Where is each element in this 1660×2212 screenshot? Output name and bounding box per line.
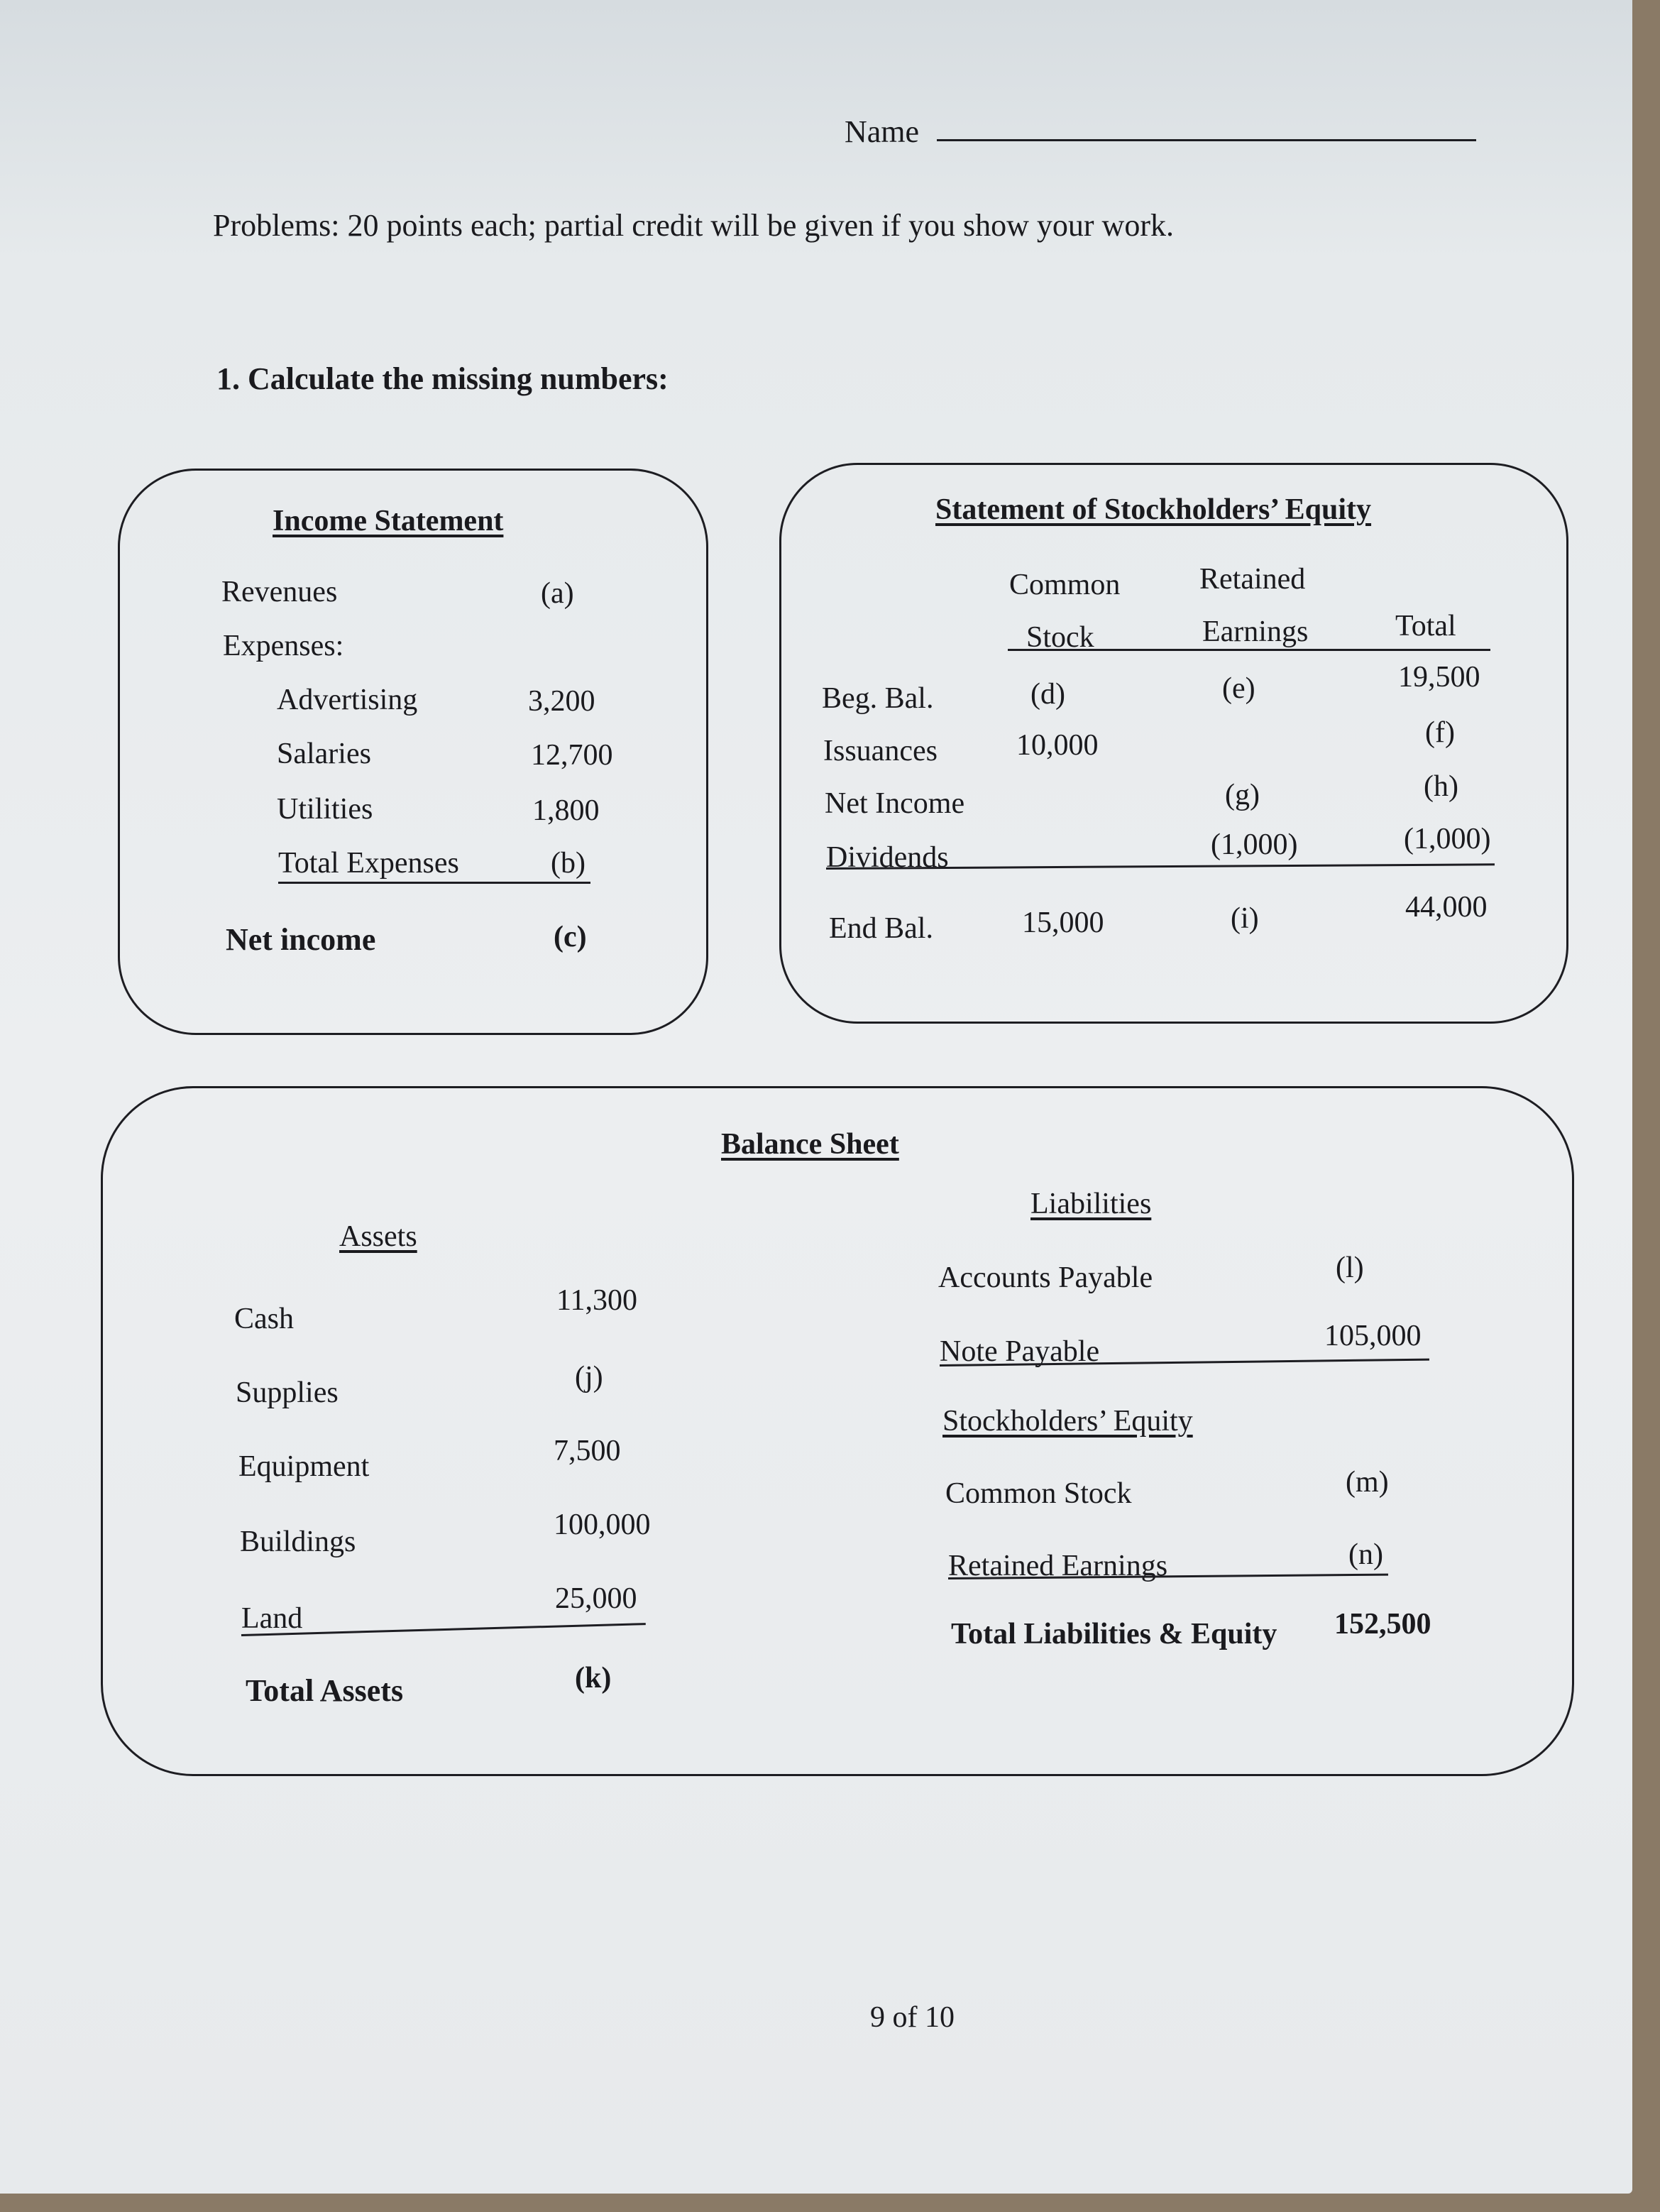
asset-label: Supplies	[236, 1376, 339, 1409]
common-value: (d)	[1030, 678, 1065, 711]
col-common-line1: Common	[1009, 569, 1121, 601]
page-number: 9 of 10	[870, 2001, 955, 2034]
expenses-label: Expenses:	[223, 630, 344, 662]
equity-value: (n)	[1348, 1538, 1383, 1571]
total-expenses-value: (b)	[551, 847, 586, 880]
row-label: Dividends	[826, 841, 949, 874]
equity-label: Common Stock	[945, 1477, 1132, 1510]
liability-value: 105,000	[1324, 1320, 1422, 1352]
name-line	[937, 139, 1476, 141]
asset-value: 25,000	[555, 1582, 637, 1615]
net-income-value: (c)	[554, 921, 587, 953]
revenues-label: Revenues	[221, 576, 338, 608]
asset-value: 7,500	[554, 1435, 621, 1467]
total-assets-value: (k)	[575, 1662, 612, 1694]
total-value: 19,500	[1398, 661, 1480, 694]
common-value: 15,000	[1022, 907, 1104, 939]
net-income-label: Net income	[226, 922, 376, 957]
total-value: 44,000	[1405, 891, 1488, 924]
asset-value: (j)	[575, 1361, 603, 1394]
equity-label: Retained Earnings	[948, 1550, 1168, 1582]
total-assets-label: Total Assets	[246, 1673, 404, 1708]
equity-heading: Stockholders’ Equity	[942, 1405, 1193, 1438]
retained-value: (g)	[1225, 779, 1260, 811]
total-expenses-rule	[278, 882, 590, 884]
row-label: End Bal.	[829, 912, 933, 945]
liability-value: (l)	[1336, 1252, 1364, 1284]
equity-statement-title: Statement of Stockholders’ Equity	[935, 493, 1372, 526]
expense-label: Utilities	[277, 793, 373, 826]
row-label: Issuances	[823, 735, 938, 767]
col-retained-line1: Retained	[1199, 563, 1306, 596]
name-label: Name	[845, 114, 920, 149]
total-value: (1,000)	[1404, 823, 1491, 855]
assets-heading: Assets	[339, 1220, 417, 1253]
asset-label: Land	[241, 1602, 303, 1635]
total-le-value: 152,500	[1334, 1608, 1431, 1641]
total-value: (h)	[1424, 770, 1458, 803]
row-label: Net Income	[825, 787, 965, 820]
revenues-value: (a)	[541, 577, 574, 610]
common-value: 10,000	[1016, 729, 1099, 762]
liability-label: Accounts Payable	[938, 1261, 1153, 1294]
equity-value: (m)	[1346, 1466, 1389, 1499]
expense-label: Salaries	[277, 738, 371, 770]
expense-value: 12,700	[531, 739, 613, 772]
total-expenses-label: Total Expenses	[278, 847, 459, 880]
asset-label: Buildings	[240, 1526, 356, 1558]
total-le-label: Total Liabilities & Equity	[951, 1618, 1277, 1650]
income-statement-box	[118, 469, 708, 1035]
balance-sheet-title: Balance Sheet	[715, 1127, 905, 1161]
income-statement-title: Income Statement	[273, 505, 504, 537]
asset-value: 11,300	[556, 1284, 637, 1317]
question-title: 1. Calculate the missing numbers:	[216, 361, 669, 396]
liabilities-heading: Liabilities	[1030, 1188, 1152, 1220]
retained-value: (e)	[1222, 672, 1255, 705]
retained-value: (i)	[1231, 902, 1259, 935]
expense-value: 3,200	[528, 685, 595, 718]
col-common-line2: Stock	[1026, 621, 1094, 654]
asset-label: Equipment	[238, 1450, 370, 1483]
column-header-rule	[1008, 649, 1490, 651]
retained-value: (1,000)	[1211, 828, 1298, 861]
expense-value: 1,800	[532, 794, 600, 827]
expense-label: Advertising	[277, 684, 418, 716]
row-label: Beg. Bal.	[822, 682, 934, 715]
col-total: Total	[1395, 610, 1456, 642]
instructions: Problems: 20 points each; partial credit will be given if you show your work.	[213, 208, 1174, 243]
asset-label: Cash	[234, 1303, 294, 1335]
col-retained-line2: Earnings	[1202, 615, 1309, 648]
total-value: (f)	[1425, 716, 1455, 749]
liability-label: Note Payable	[940, 1335, 1100, 1368]
asset-value: 100,000	[554, 1509, 651, 1541]
